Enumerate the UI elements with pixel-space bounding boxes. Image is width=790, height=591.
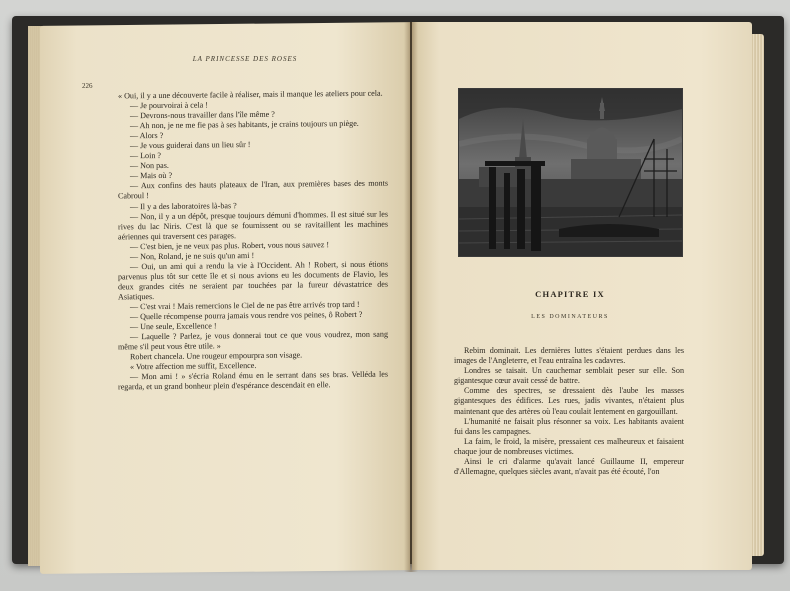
- paragraph: — Mais où ?: [130, 171, 173, 181]
- paragraph: « Oui, il y a une découverte facile à réaliser, mais il manque les ateliers pour cela.: [118, 88, 383, 101]
- paragraph: — Aux confins des hauts plateaux de l'Iran, aux premières bases des monts Cabroul !: [118, 179, 388, 201]
- chapter-title: CHAPITRE IX: [535, 289, 605, 299]
- running-head: LA PRINCESSE DES ROSES: [192, 55, 298, 63]
- paragraph: — Devrons-nous travailler dans l'île même ?: [130, 109, 275, 121]
- paragraph: — Je vous guiderai dans un lieu sûr !: [130, 140, 251, 151]
- paragraph: — Mon ami ! » s'écria Roland ému en le serrant dans ses bras. Velléda les regarda, et un grand bonheur plein d'espérance descendait en elle.: [118, 369, 388, 392]
- paragraph: — Non pas.: [130, 161, 169, 171]
- paragraph: — Non, Roland, je ne suis qu'un ami !: [130, 250, 255, 262]
- chapter-subtitle: LES DOMINATEURS: [531, 314, 609, 320]
- paragraph: — Ah non, je ne me fie pas à ses habitants, je crains toujours un piège.: [130, 119, 359, 131]
- page-number: 226: [82, 82, 93, 90]
- book-gutter: [404, 22, 418, 572]
- paragraph: — Non, il y a un dépôt, presque toujours démuni d'hommes. Il est situé sur les rives du lac Niris. C'est là que se fournissent ou se ravitaillent les machines aériennes qui traversent ces parages.: [118, 209, 388, 242]
- paragraph: — Une seule, Excellence !: [130, 321, 217, 332]
- paragraph: L'humanité ne faisait plus résonner sa voix. Les habitants avaient fui dans les campagnes.: [454, 416, 684, 436]
- paragraph: La faim, le froid, la misère, pressaient ces malheureux et faisaient chaque jour de nombreuses victimes.: [454, 436, 684, 456]
- right-page-text: [454, 346, 684, 477]
- paragraph: « Votre affection me suffit, Excellence.: [130, 361, 257, 372]
- paragraph: Ainsi le cri d'alarme qu'avait lancé Guillaume II, empereur d'Allemagne, quelques siècles avant, n'avait pas été écouté, l'on: [454, 457, 684, 477]
- paragraph: Comme des spectres, se dressaient dès l'aube les masses gigantesques des édifices. Les rues, jadis vivantes, n'étaient plus maintenant que des artères où l'eau coulait lentement en gargouillant.: [454, 386, 684, 416]
- london-illustration: [458, 88, 683, 257]
- paragraph: — C'est bien, je ne veux pas plus. Robert, vous nous sauvez !: [130, 239, 330, 251]
- paragraph: — Je pourvoirai à cela !: [130, 100, 208, 111]
- paragraph: — C'est vrai ! Mais remercions le Ciel de ne pas être arrivés trop tard !: [130, 299, 360, 312]
- paragraph: — Laquelle ? Parlez, je vous donnerai tout ce que vous voudrez, mon sang même s'il peut vous être utile. »: [118, 329, 388, 352]
- paragraph: Rebim dominait. Les dernières luttes s'étaient perdues dans les images de l'Angleterre, et l'eau entraîna les cadavres.: [454, 346, 684, 366]
- paragraph: — Loin ?: [130, 151, 162, 161]
- paragraph: Robert chancela. Une rougeur empourpra son visage.: [130, 350, 303, 362]
- paragraph: Londres se taisait. Un cauchemar semblait peser sur elle. Son gigantesque cœur avait cessé de battre.: [454, 366, 684, 386]
- paragraph: — Alors ?: [130, 131, 164, 141]
- paragraph: — Oui, un ami qui a rendu la vie à l'Occident. Ah ! Robert, si nous étions parvenus plus tôt sur cette île et si nous avions eu les documents de Flavio, les deux grandes cités ne seraient par touchées par la fureur dévastatrice des Asiatiques.: [118, 259, 388, 302]
- paragraph: — Il y a des laboratoires là-bas ?: [130, 200, 237, 211]
- paragraph: — Quelle récompense pourra jamais vous rendre vos peines, ô Robert ?: [130, 309, 363, 322]
- left-page-text: [118, 89, 388, 393]
